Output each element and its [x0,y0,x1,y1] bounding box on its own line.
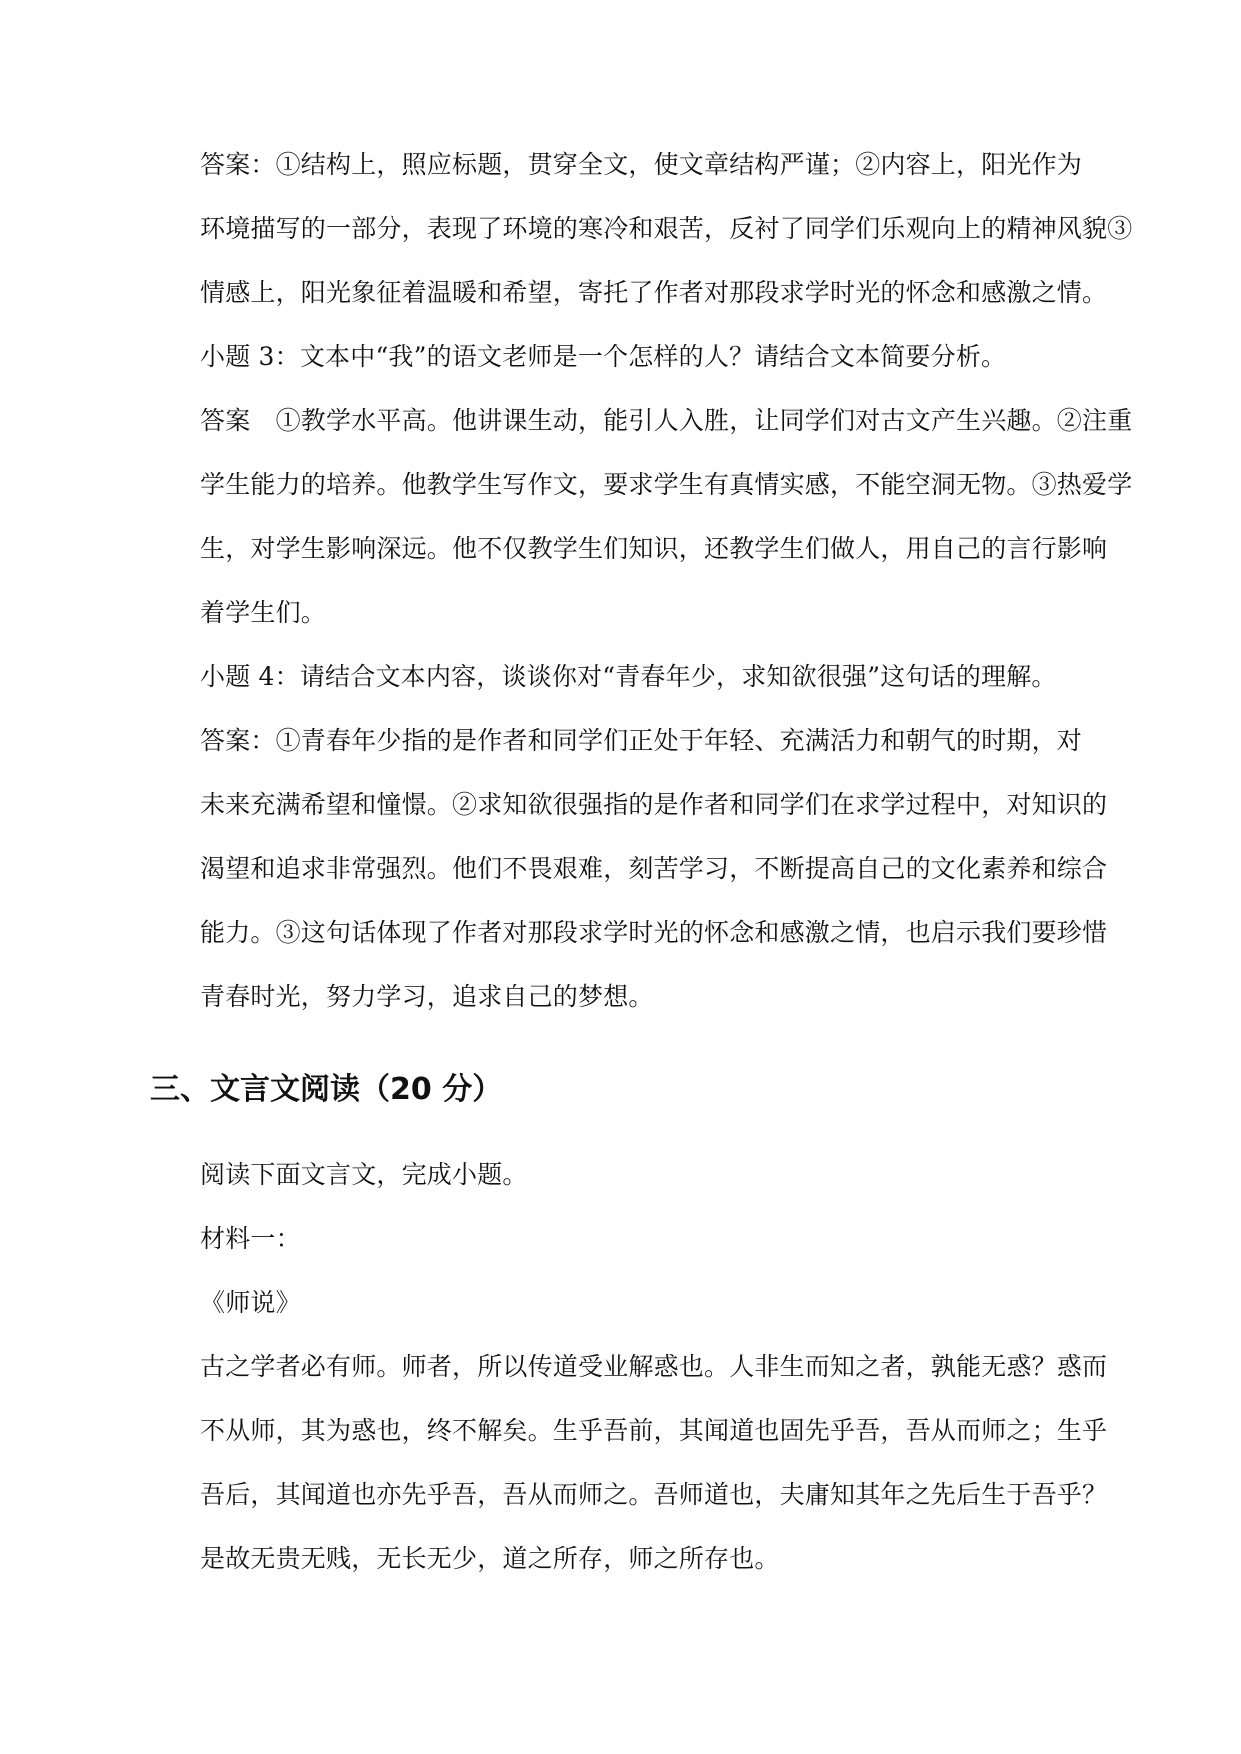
passage-line-3: 吾后，其闻道也亦先乎吾，吾从而师之。吾师道也，夫庸知其年之先后生于吾乎？ [200,1480,1108,1509]
question4-answer-line-1: 答案：①青春年少指的是作者和同学们正处于年轻、充满活力和朝气的时期，对 [200,726,1083,755]
section3-heading: 三、文言文阅读（20 分） [150,1072,503,1107]
question4-answer-line-2: 未来充满希望和憧憬。②求知欲很强指的是作者和同学们在求学过程中，对知识的 [200,790,1108,819]
question3-text: 小题 3：文本中“我”的语文老师是一个怎样的人？请结合文本简要分析。 [200,342,1007,371]
question3-answer-line-3: 生，对学生影响深远。他不仅教学生们知识，还教学生们做人，用自己的言行影响 [200,534,1108,563]
passage-line-2: 不从师，其为惑也，终不解矣。生乎吾前，其闻道也固先乎吾，吾从而师之；生乎 [200,1416,1108,1445]
answer2-line-3: 情感上，阳光象征着温暖和希望，寄托了作者对那段求学时光的怀念和感激之情。 [200,278,1108,307]
question4-text: 小题 4：请结合文本内容，谈谈你对“青春年少，求知欲很强”这句话的理解。 [200,662,1057,691]
answer2-line-1: 答案：①结构上，照应标题，贯穿全文，使文章结构严谨；②内容上，阳光作为 [200,150,1083,179]
question3-answer-line-2: 学生能力的培养。他教学生写作文，要求学生有真情实感，不能空洞无物。③热爱学 [200,470,1133,499]
question3-answer-line-1: 答案 ①教学水平高。他讲课生动，能引人入胜，让同学们对古文产生兴趣。②注重 [200,406,1133,435]
question4-answer-line-5: 青春时光，努力学习，追求自己的梦想。 [200,982,654,1011]
section3-instruction: 阅读下面文言文，完成小题。 [200,1160,528,1189]
answer2-line-2: 环境描写的一部分，表现了环境的寒冷和艰苦，反衬了同学们乐观向上的精神风貌③ [200,214,1133,243]
passage-title: 《师说》 [200,1288,301,1317]
question4-answer-line-3: 渴望和追求非常强烈。他们不畏艰难，刻苦学习，不断提高自己的文化素养和综合 [200,854,1108,883]
question3-answer-line-4: 着学生们。 [200,598,327,627]
passage-line-1: 古之学者必有师。师者，所以传道受业解惑也。人非生而知之者，孰能无惑？惑而 [200,1352,1108,1381]
question4-answer-line-4: 能力。③这句话体现了作者对那段求学时光的怀念和感激之情，也启示我们要珍惜 [200,918,1108,947]
material-label: 材料一： [200,1224,301,1253]
passage-line-4: 是故无贵无贱，无长无少，道之所存，师之所存也。 [200,1544,780,1573]
